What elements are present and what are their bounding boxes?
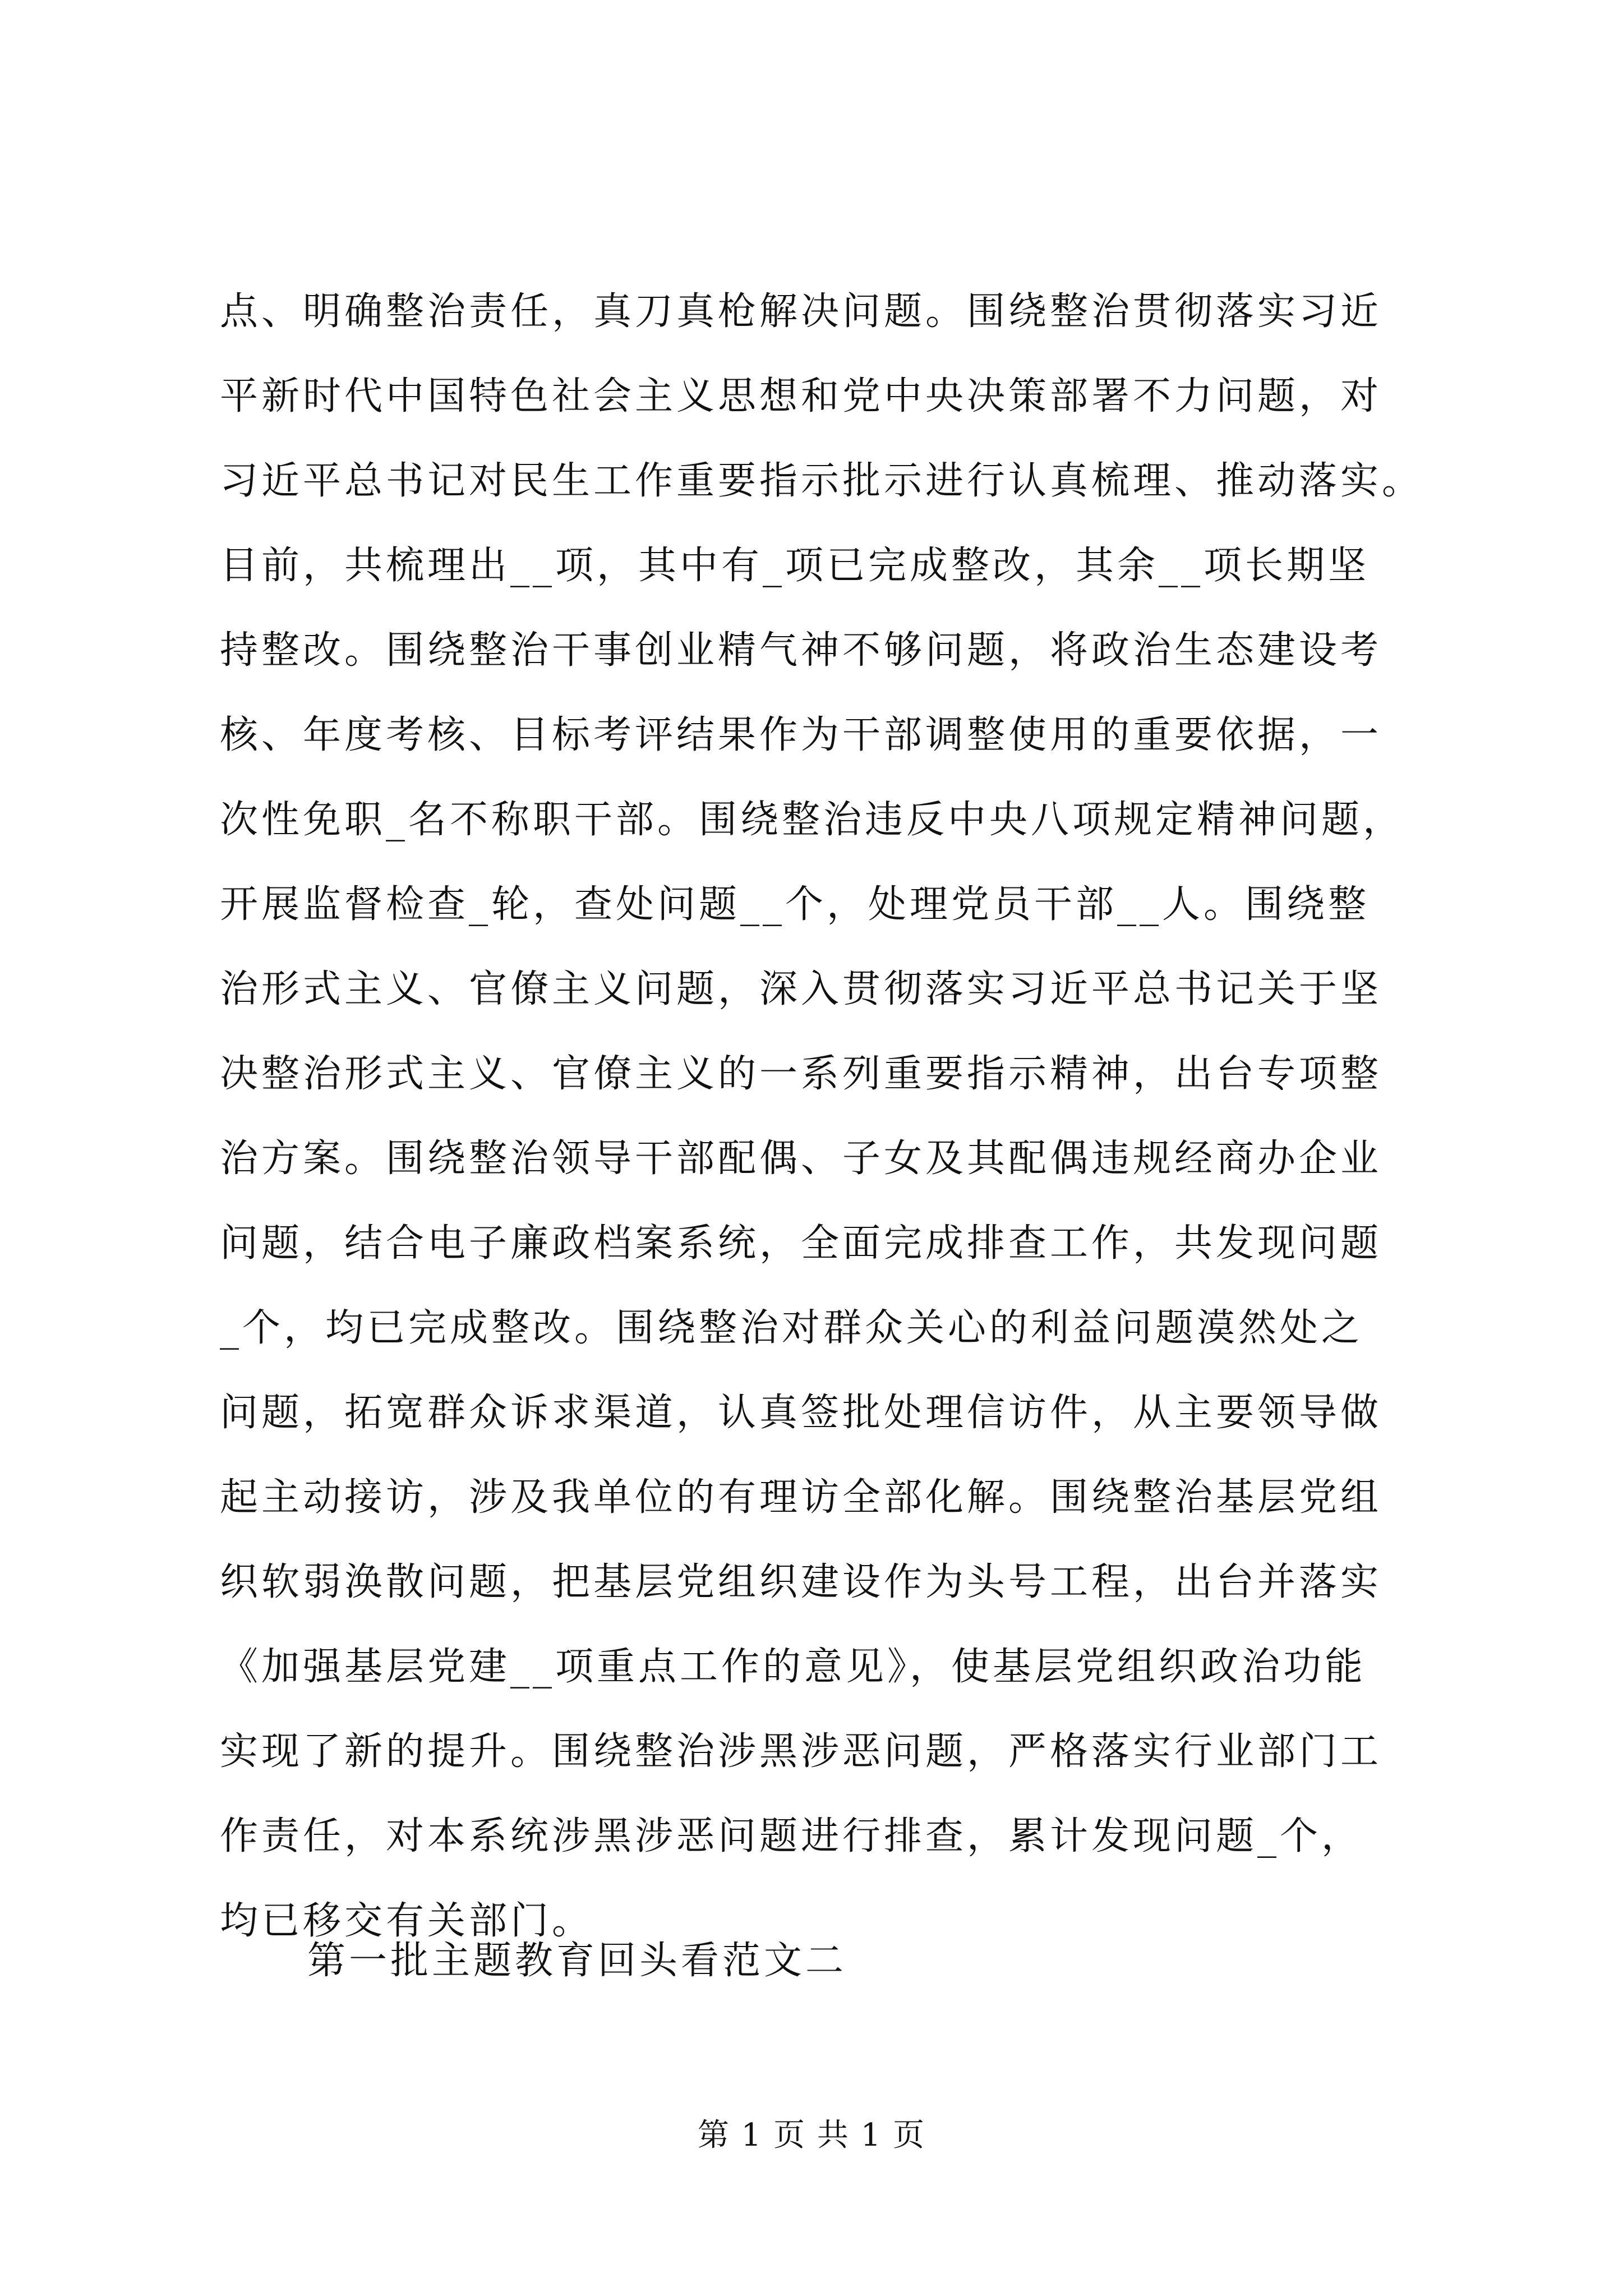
paragraph-line: 起主动接访，涉及我单位的有理访全部化解。围绕整治基层党组 xyxy=(220,1475,1382,1520)
paragraph-line: 治形式主义、官僚主义问题，深入贯彻落实习近平总书记关于坚 xyxy=(220,967,1382,1011)
paragraph-line: 均已移交有关部门。 xyxy=(220,1899,594,1943)
paragraph-line: 目前，共梳理出__项，其中有_项已完成整改，其余__项长期坚 xyxy=(220,544,1370,588)
paragraph-line: 平新时代中国特色社会主义思想和党中央决策部署不力问题，对 xyxy=(220,374,1382,418)
paragraph-line: 织软弱涣散问题，把基层党组织建设作为头号工程，出台并落实 xyxy=(220,1560,1382,1604)
paragraph-line: 决整治形式主义、官僚主义的一系列重要指示精神，出台专项整 xyxy=(220,1052,1382,1096)
paragraph-line: 问题，结合电子廉政档案系统，全面完成排查工作，共发现问题 xyxy=(220,1221,1382,1266)
paragraph-line: 《加强基层党建__项重点工作的意见》，使基层党组织政治功能 xyxy=(220,1645,1367,1689)
paragraph-line: 作责任，对本系统涉黑涉恶问题进行排查，累计发现问题_个， xyxy=(220,1814,1363,1858)
section-heading: 第一批主题教育回头看范文二 xyxy=(307,1939,847,1983)
paragraph-line: 问题，拓宽群众诉求渠道，认真签批处理信访件，从主要领导做 xyxy=(220,1391,1382,1435)
paragraph-line: 治方案。围绕整治领导干部配偶、子女及其配偶违规经商办企业 xyxy=(220,1137,1382,1181)
paragraph-line: 实现了新的提升。围绕整治涉黑涉恶问题，严格落实行业部门工 xyxy=(220,1729,1382,1774)
paragraph-line: 持整改。围绕整治干事创业精气神不够问题，将政治生态建设考 xyxy=(220,628,1382,673)
paragraph-line: 核、年度考核、目标考评结果作为干部调整使用的重要依据，一 xyxy=(220,713,1382,757)
paragraph-line: 次性免职_名不称职干部。围绕整治违反中央八项规定精神问题， xyxy=(220,798,1405,842)
paragraph-line: _个，均已完成整改。围绕整治对群众关心的利益问题漠然处之 xyxy=(220,1306,1363,1350)
body-paragraph xyxy=(220,269,1437,1963)
paragraph-line: 习近平总书记对民生工作重要指示批示进行认真梳理、推动落实。 xyxy=(220,459,1424,503)
page-footer: 第 1 页 共 1 页 xyxy=(697,2117,926,2154)
paragraph-line: 开展监督检查_轮，查处问题__个，处理党员干部__人。围绕整 xyxy=(220,882,1370,927)
paragraph-line: 点、明确整治责任，真刀真枪解决问题。围绕整治贯彻落实习近 xyxy=(220,289,1382,334)
